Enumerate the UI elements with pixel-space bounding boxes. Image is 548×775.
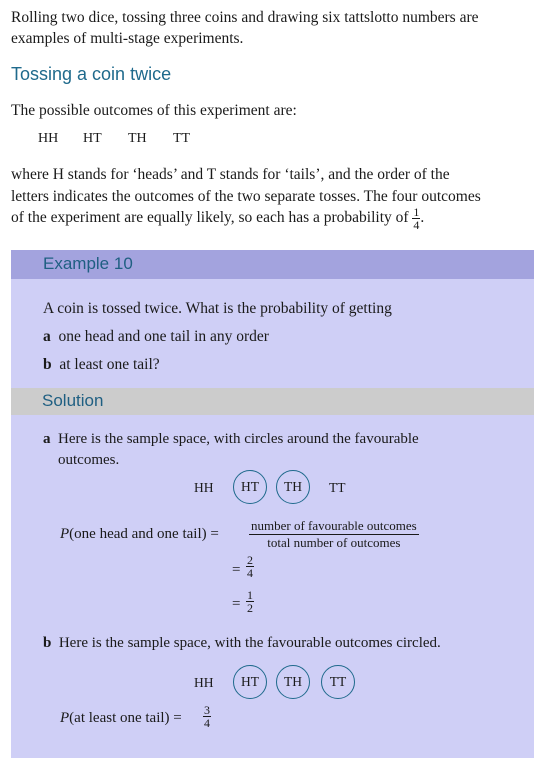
outcome-ht: HT bbox=[83, 131, 102, 146]
part-a-text: one head and one tail in any order bbox=[58, 328, 269, 345]
fraction-denominator: 4 bbox=[413, 218, 420, 232]
part-b-text: at least one tail? bbox=[59, 356, 160, 373]
sample-b-th-circled: TH bbox=[276, 665, 310, 699]
sample-a-tt: TT bbox=[329, 480, 346, 495]
intro-line-1: Rolling two dice, tossing three coins and drawing six tattslotto numbers are bbox=[11, 9, 479, 26]
explain-line-3-text: of the experiment are equally likely, so each has a probability of bbox=[11, 209, 409, 227]
equation-b-denominator: 4 bbox=[204, 716, 210, 730]
solution-a-label: a bbox=[43, 431, 51, 447]
part-b-label: b bbox=[43, 356, 52, 373]
solution-b-line-1 bbox=[43, 632, 441, 654]
sample-a-hh: HH bbox=[194, 480, 214, 495]
sample-b-ht-circled: HT bbox=[233, 665, 267, 699]
solution-b-label: b bbox=[43, 635, 52, 651]
step2-denominator: 4 bbox=[247, 566, 253, 580]
explain-line-2: letters indicates the outcomes of the two separate tosses. The four outcomes bbox=[11, 188, 481, 205]
solution-b-text: Here is the sample space, with the favourable outcomes circled. bbox=[58, 635, 441, 651]
example-part-a bbox=[43, 326, 269, 348]
example-part-b bbox=[43, 354, 160, 376]
equation-a-numerator: number of favourable outcomes bbox=[251, 518, 417, 533]
explain-line-3 bbox=[11, 206, 424, 231]
explain-line-1: where H stands for ‘heads’ and T stands for ‘tails’, and the order of the bbox=[11, 166, 450, 183]
section-heading: Tossing a coin twice bbox=[11, 64, 172, 84]
equation-a-fraction bbox=[249, 518, 419, 551]
sample-b-hh: HH bbox=[194, 675, 214, 690]
equation-a-step3-fraction bbox=[246, 589, 254, 614]
fraction-numerator: 1 bbox=[413, 205, 420, 219]
sample-a-ht-circled: HT bbox=[233, 470, 267, 504]
step2-numerator: 2 bbox=[247, 553, 253, 567]
equation-b-fraction bbox=[203, 704, 211, 729]
solution-a-text: Here is the sample space, with circles around the favourable bbox=[58, 431, 419, 447]
step3-numerator: 1 bbox=[247, 588, 253, 602]
sample-b-tt-circled: TT bbox=[321, 665, 355, 699]
part-a-label: a bbox=[43, 328, 51, 345]
solution-a-line-2: outcomes. bbox=[58, 452, 120, 468]
equation-a-step2-fraction bbox=[246, 554, 254, 579]
intro-line-2: examples of multi-stage experiments. bbox=[11, 30, 244, 47]
outcome-hh: HH bbox=[38, 131, 59, 146]
example-title: Example 10 bbox=[43, 254, 133, 273]
outcome-th: TH bbox=[128, 131, 147, 146]
equation-a-step2-eq: = bbox=[232, 562, 241, 578]
sample-a-th-circled: TH bbox=[276, 470, 310, 504]
equation-b-numerator: 3 bbox=[204, 703, 210, 717]
equation-a-denominator: total number of outcomes bbox=[267, 535, 401, 550]
equation-a-step3-eq: = bbox=[232, 596, 241, 612]
possible-outcomes-text: The possible outcomes of this experiment are: bbox=[11, 102, 297, 119]
explain-line-3-end: . bbox=[420, 209, 425, 227]
example-question: A coin is tossed twice. What is the probability of getting bbox=[43, 300, 392, 317]
step3-denominator: 2 bbox=[247, 601, 253, 615]
equation-b-lhs: P(at least one tail) = bbox=[60, 710, 182, 726]
solution-a-line-1 bbox=[43, 428, 419, 450]
equation-a-lhs: P(one head and one tail) = bbox=[60, 526, 219, 542]
outcome-tt: TT bbox=[173, 131, 191, 146]
solution-title: Solution bbox=[42, 391, 104, 410]
